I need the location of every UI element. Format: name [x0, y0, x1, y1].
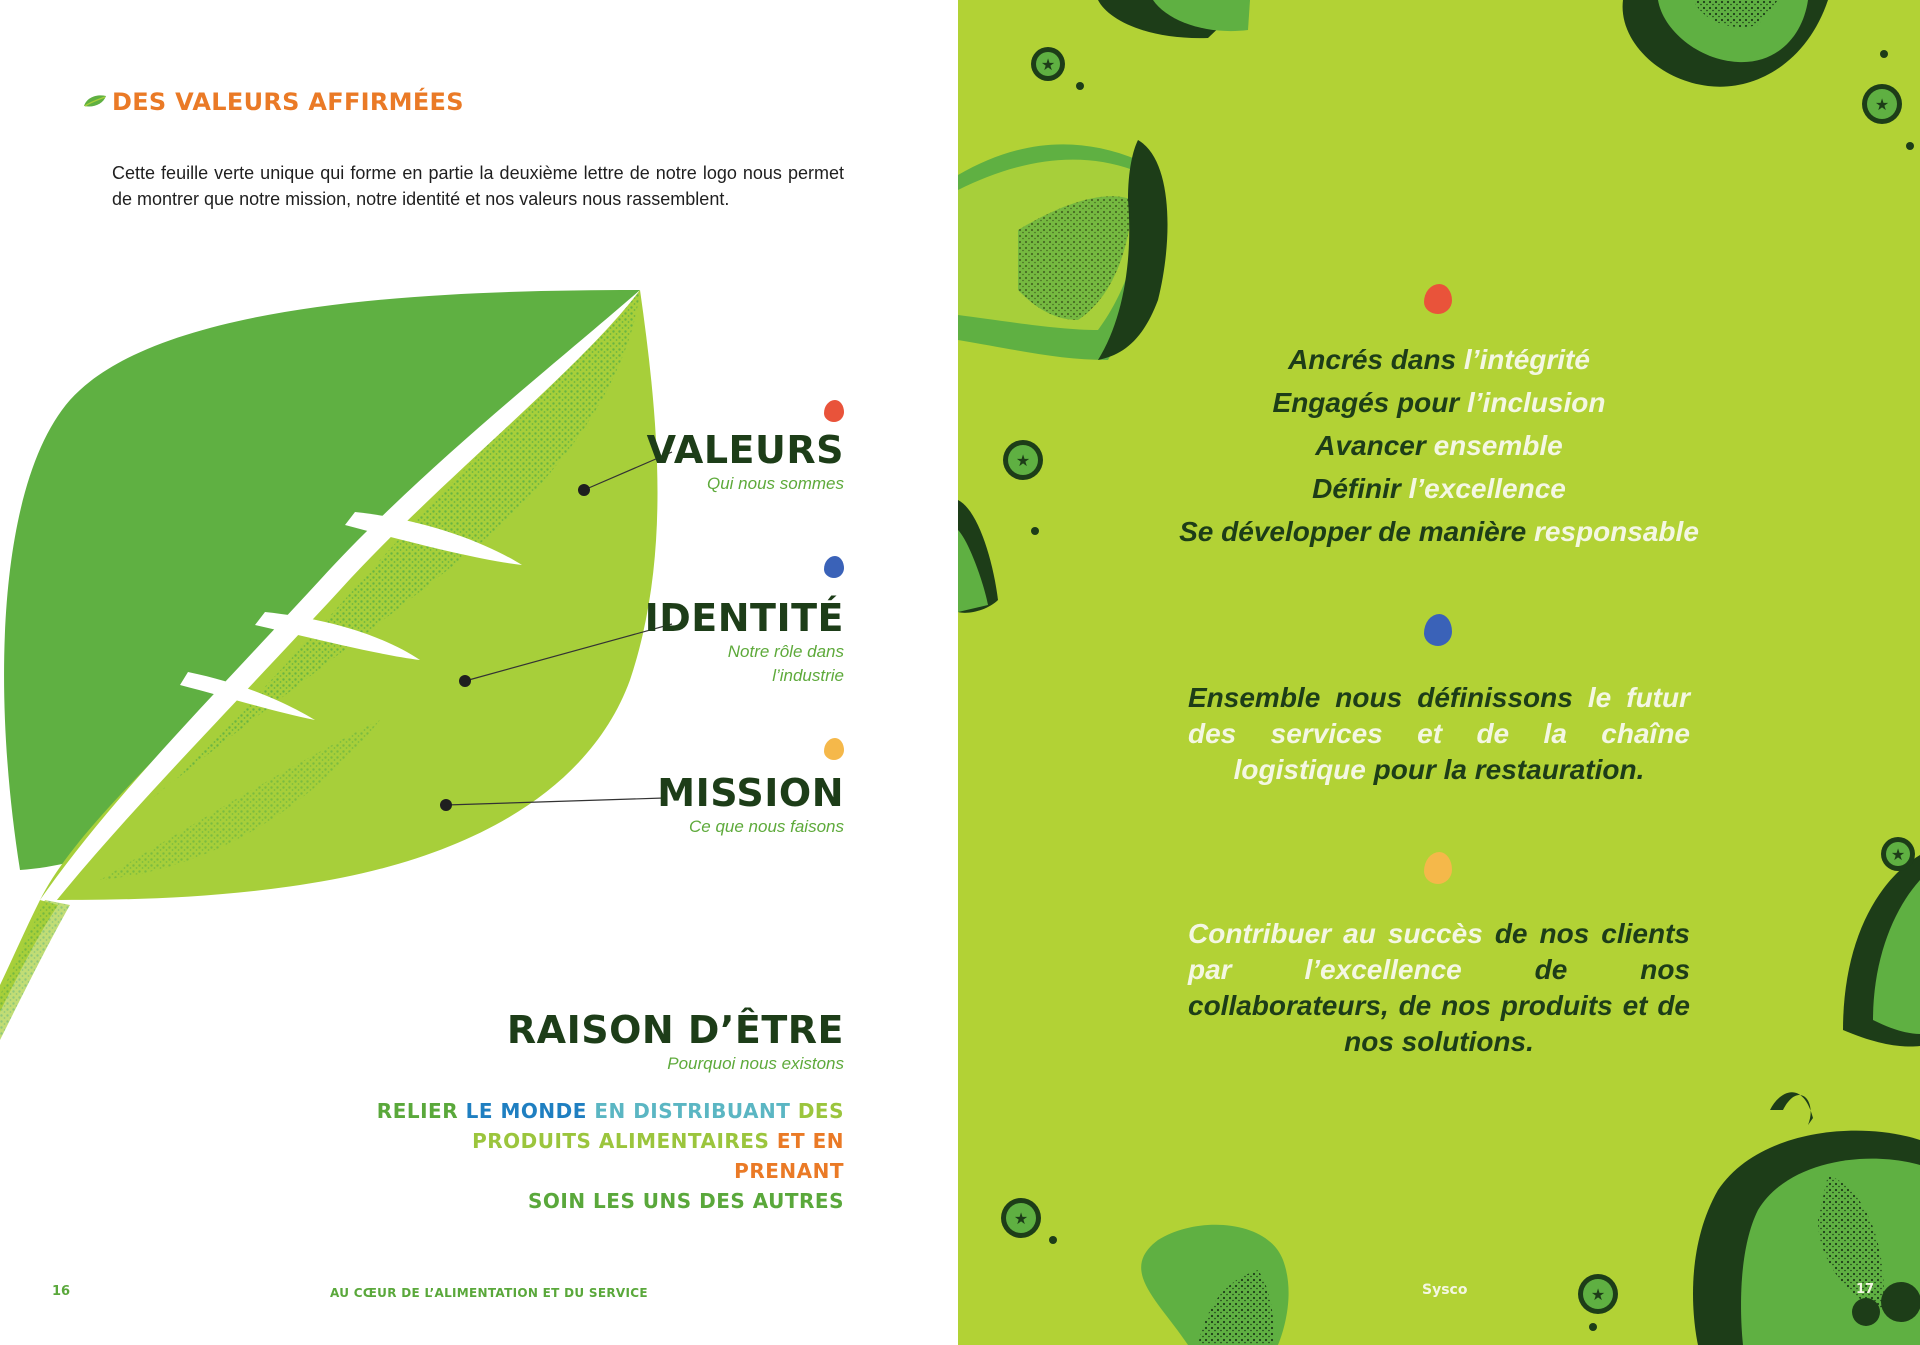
- right-page: [958, 0, 1920, 1345]
- statement-word: LE MONDE: [465, 1099, 587, 1123]
- values-list: [958, 338, 1920, 553]
- statement-word: EN DISTRIBUANT: [594, 1099, 791, 1123]
- pillar-subtitle-line1: Notre rôle dans: [727, 642, 844, 661]
- yellow-dot: [1424, 852, 1452, 884]
- pillar-mission: [657, 771, 844, 839]
- statement-word: ET EN PRENANT: [734, 1129, 844, 1183]
- purpose-statement: [364, 1096, 844, 1216]
- mission-text: de nos clients: [1494, 918, 1691, 949]
- pillar-subtitle: Qui nous sommes: [707, 474, 844, 493]
- pillar-identite: [645, 596, 844, 688]
- section-title: DES VALEURS AFFIRMÉES: [112, 88, 464, 116]
- value-line: Avancer ensemble: [1315, 430, 1563, 461]
- identity-text: pour la restauration.: [1373, 754, 1645, 785]
- star-blueberry-icon: ★: [1040, 55, 1056, 74]
- value-line: Engagés pour l’inclusion: [1272, 387, 1606, 418]
- red-dot: [1424, 284, 1452, 314]
- svg-text:★: ★: [1874, 95, 1890, 114]
- pillar-title: VALEURS: [646, 428, 844, 472]
- mission-text: par l’excellence: [1188, 954, 1462, 985]
- blue-dot: [824, 556, 844, 578]
- identity-text: Ensemble nous définissons: [1188, 682, 1573, 713]
- statement-word: DES: [797, 1099, 844, 1123]
- intro-paragraph: Cette feuille verte unique qui forme en partie la deuxième lettre de notre logo nous permet de montrer que notre mission, notre identité et nos valeurs nous rassemblent.: [112, 163, 844, 209]
- decorative-fruit-illustrations: [958, 0, 1920, 1345]
- svg-text:★: ★: [1015, 451, 1031, 470]
- svg-text:★: ★: [1890, 845, 1906, 864]
- purpose-subtitle: Pourquoi nous existons: [667, 1054, 844, 1073]
- mission-text: de nos collaborateurs, de nos produits et de nos solutions.: [1188, 954, 1691, 1057]
- yellow-dot: [824, 738, 844, 760]
- pillar-title: MISSION: [657, 771, 844, 815]
- page-number: 16: [52, 1284, 71, 1299]
- pillar-title: IDENTITÉ: [644, 596, 844, 640]
- brand-logo: Sysco: [1422, 1282, 1468, 1298]
- purpose-block: [507, 1008, 844, 1076]
- footer-text: AU CŒUR DE L’ALIMENTATION ET DU SERVICE: [330, 1286, 648, 1300]
- value-line: Ancrés dans l’intégrité: [1288, 344, 1590, 375]
- page-number: 17: [1856, 1282, 1875, 1297]
- statement-word: PRODUITS ALIMENTAIRES: [472, 1129, 770, 1153]
- identity-statement: [1188, 680, 1690, 788]
- red-dot: [824, 400, 844, 422]
- leaf-icon: [83, 94, 107, 108]
- svg-text:★: ★: [1013, 1209, 1029, 1228]
- svg-text:★: ★: [1590, 1285, 1606, 1304]
- left-page: [0, 0, 958, 1345]
- statement-word: SOIN LES UNS DES AUTRES: [527, 1189, 844, 1213]
- mission-statement: [1188, 916, 1690, 1060]
- pillar-subtitle: Ce que nous faisons: [689, 817, 844, 836]
- mission-text: Contribuer au succès: [1188, 918, 1483, 949]
- blue-dot: [1424, 614, 1452, 646]
- purpose-title: RAISON D’ÊTRE: [506, 1008, 844, 1052]
- value-line: Définir l’excellence: [1312, 473, 1566, 504]
- statement-word: RELIER: [376, 1099, 459, 1123]
- pillar-valeurs: [647, 428, 844, 496]
- value-line: Se développer de manière responsable: [1179, 516, 1699, 547]
- pillar-subtitle-line2: l’industrie: [772, 666, 844, 685]
- identity-text: le futur des services et de la chaîne logistique: [1188, 682, 1690, 785]
